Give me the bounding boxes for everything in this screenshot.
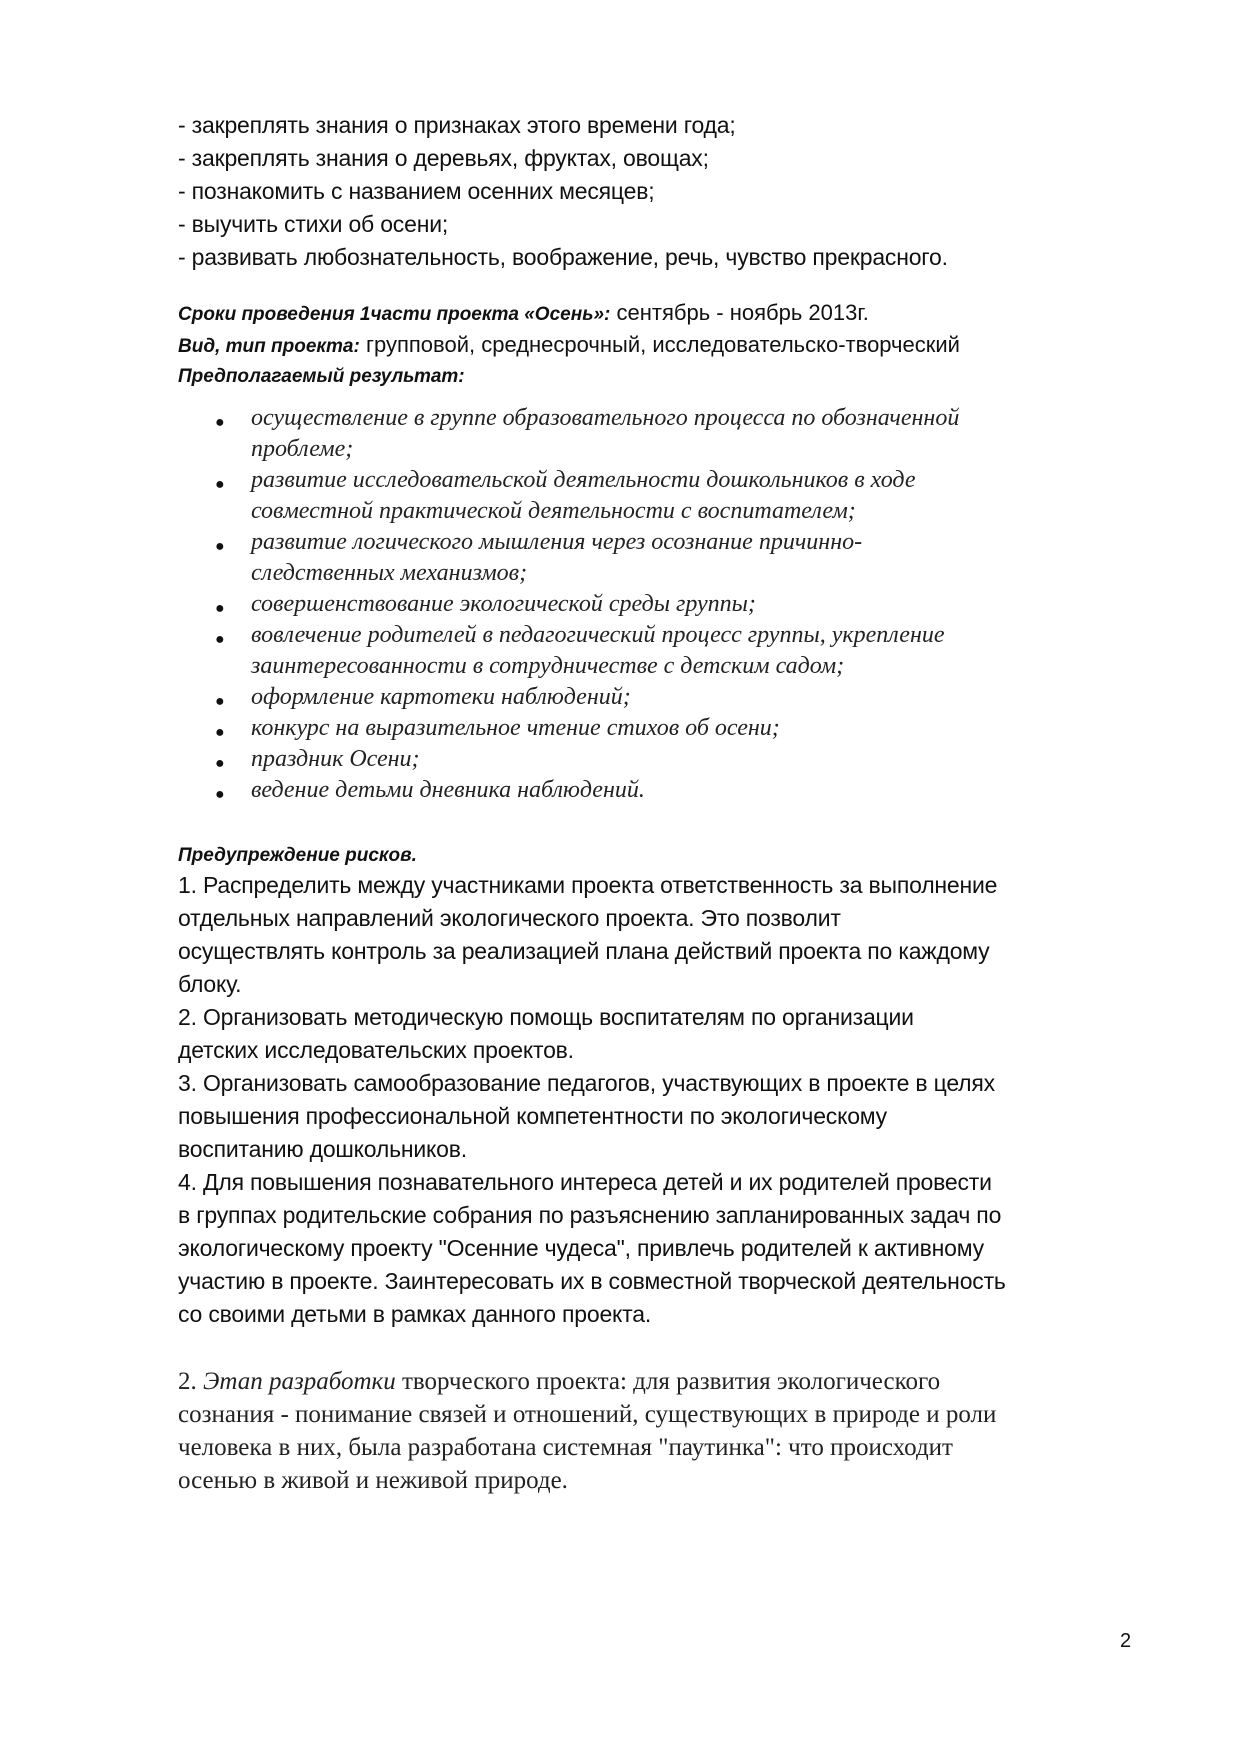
page-number: 2: [1120, 1630, 1132, 1652]
bullet-icon: ●: [215, 600, 225, 617]
timing-line: [178, 300, 869, 326]
result-item: развитие логического мышления через осознание причинно-: [251, 529, 863, 555]
stage-line: человека в них, была разработана системная "паутинка": что происходит: [178, 1434, 953, 1461]
result-item: вовлечение родителей в педагогический процесс группы, укрепление: [251, 622, 945, 648]
bullet-icon: ●: [215, 476, 225, 493]
risk-line: экологическому проекту "Осенние чудеса", привлечь родителей к активному: [178, 1235, 984, 1261]
objective-line: - познакомить с названием осенних месяцев;: [178, 178, 655, 204]
stage-line: [178, 1368, 940, 1396]
objective-line: - выучить стихи об осени;: [178, 211, 449, 237]
result-item: осуществление в группе образовательного процесса по обозначенной: [251, 405, 960, 431]
risk-line: отдельных направлений экологического проекта. Это позволит: [178, 905, 841, 931]
result-item: совершенствование экологической среды группы;: [251, 591, 756, 617]
objective-line: - развивать любознательность, воображение, речь, чувство прекрасного.: [178, 244, 948, 270]
risk-line: детских исследовательских проектов.: [178, 1037, 574, 1063]
risks-heading: Предупреждение рисков.: [178, 845, 417, 866]
bullet-icon: ●: [215, 414, 225, 431]
bullet-icon: ●: [215, 786, 225, 803]
result-item: конкурс на выразительное чтение стихов об осени;: [251, 715, 780, 741]
type-label: Вид, тип проекта:: [178, 336, 360, 357]
risk-line: участию в проекте. Заинтересовать их в совместной творческой деятельность: [178, 1268, 1006, 1294]
result-item: праздник Осени;: [251, 746, 420, 772]
result-item: развитие исследовательской деятельности дошкольников в ходе: [251, 467, 916, 493]
result-item: ведение детьми дневника наблюдений.: [251, 777, 645, 803]
bullet-icon: ●: [215, 693, 225, 710]
stage-text: творческого проекта: для развития экологического: [395, 1368, 941, 1395]
risk-line: повышения профессиональной компетентности по экологическому: [178, 1103, 887, 1129]
risk-line: 3. Организовать самообразование педагогов, участвующих в проекте в целях: [178, 1070, 995, 1096]
bullet-icon: ●: [215, 631, 225, 648]
type-value: групповой, среднесрочный, исследовательско-творческий: [359, 332, 960, 357]
stage-title: Этап разработки: [203, 1368, 396, 1395]
result-label: Предполагаемый результат:: [178, 366, 465, 387]
stage-number: 2.: [178, 1368, 203, 1395]
risk-line: со своими детьми в рамках данного проекта.: [178, 1301, 652, 1327]
result-item-cont: следственных механизмов;: [251, 560, 528, 586]
risk-line: 2. Организовать методическую помощь воспитателям по организации: [178, 1004, 914, 1030]
timing-label: Сроки проведения 1части проекта «Осень»:: [178, 304, 611, 325]
stage-line: осенью в живой и неживой природе.: [178, 1467, 568, 1494]
type-line: [178, 332, 960, 358]
bullet-icon: ●: [215, 755, 225, 772]
stage-line: сознания - понимание связей и отношений, существующих в природе и роли: [178, 1401, 997, 1428]
result-item-cont: совместной практической деятельности с воспитателем;: [251, 498, 856, 524]
risk-line: воспитанию дошкольников.: [178, 1136, 467, 1162]
risk-line: осуществлять контроль за реализацией плана действий проекта по каждому: [178, 938, 990, 964]
risk-line: 4. Для повышения познавательного интереса детей и их родителей провести: [178, 1169, 992, 1195]
result-item-cont: заинтересованности в сотрудничестве с детским садом;: [251, 653, 845, 679]
objective-line: - закреплять знания о деревьях, фруктах, овощах;: [178, 145, 709, 171]
result-item-cont: проблеме;: [251, 436, 354, 462]
bullet-icon: ●: [215, 724, 225, 741]
result-item: оформление картотеки наблюдений;: [251, 684, 631, 710]
risk-line: 1. Распределить между участниками проекта ответственность за выполнение: [178, 872, 998, 898]
objective-line: - закреплять знания о признаках этого времени года;: [178, 112, 736, 138]
result-heading: [178, 362, 465, 388]
timing-value: сентябрь - ноябрь 2013г.: [610, 300, 869, 325]
risk-line: блоку.: [178, 971, 242, 997]
risk-line: в группах родительские собрания по разъяснению запланированных задач по: [178, 1202, 1002, 1228]
bullet-icon: ●: [215, 538, 225, 555]
